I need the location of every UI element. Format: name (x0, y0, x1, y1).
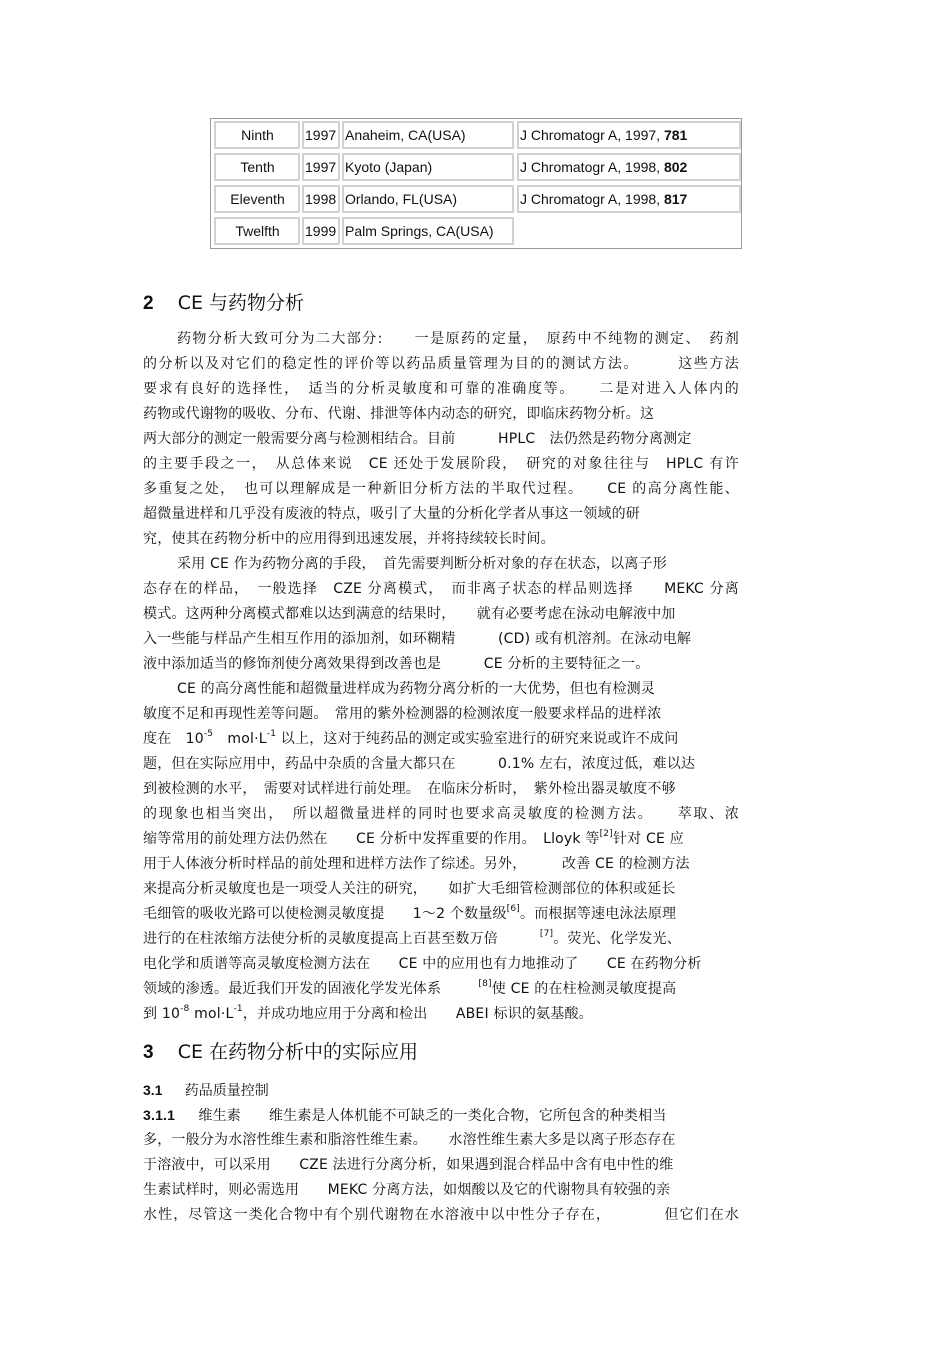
paragraph-line: 两大部分的测定一般需要分离与检测相结合。目前 HPLC 法仍然是药物分离测定 (143, 431, 692, 447)
table-cell-name: Ninth (214, 121, 300, 149)
paragraph-line: 来提高分析灵敏度也是一项受人关注的研究， 如扩大毛细管检测部位的体积或延长 (143, 881, 676, 897)
table-cell-reference (517, 185, 741, 213)
subsection-number: 3.1 (143, 1082, 163, 1098)
text-run: 。荧光、化学发光、 (553, 931, 682, 947)
table-cell-name: Twelfth (214, 217, 300, 245)
text-run: 缩等常用的前处理方法仍然在 CE 分析中发挥重要的作用。 Lloyk 等 (143, 831, 600, 847)
reference-volume: 817 (663, 191, 688, 207)
paragraph-line: 敏度不足和再现性差等问题。 常用的紫外检测器的检测浓度一般要求样品的进样浓 (143, 706, 662, 722)
text-run: 使 CE 的在柱检测灵敏度提高 (491, 981, 677, 997)
section-title: CE 在药物分析中的实际应用 (177, 1041, 419, 1063)
unit-text: ·L (220, 1006, 234, 1022)
paragraph-line: 题，但在实际应用中，药品中杂质的含量大都只在 0.1% 左右，浓度过低，难以达 (143, 756, 696, 772)
section-2-heading (143, 291, 304, 316)
paragraph-line: 超微量进样和几乎没有废液的特点，吸引了大量的分析化学者从事这一领域的研 (143, 506, 640, 522)
paragraph-line: 入一些能与样品产生相互作用的添加剂，如环糊精 (CD) 或有机溶剂。在泳动电解 (143, 631, 692, 647)
citation: [8] (478, 979, 492, 989)
table-cell-reference (517, 121, 741, 149)
paragraph-line: 的分析以及对它们的稳定性的评价等以药品质量管理为目的的测试方法。 这些方法 (143, 356, 739, 372)
table-cell-year: 1997 (302, 121, 340, 149)
text-run: ，并成功地应用于分离和检出 ABEI 标识的氨基酸。 (242, 1006, 593, 1022)
section-3-heading (143, 1040, 418, 1065)
paragraph-line (143, 979, 739, 999)
paragraph-line (143, 1004, 739, 1024)
table-cell-name: Eleventh (214, 185, 300, 213)
table-cell-location: Orlando, FL(USA) (342, 185, 514, 213)
paragraph-line: 药物分析大致可分为二大部分: 一是原药的定量， 原药中不纯物的测定、 药剂 (177, 331, 739, 347)
paragraph-line (143, 1105, 739, 1125)
reference-text: J Chromatogr A, 1997, (520, 127, 661, 143)
paragraph-line: 的主要手段之一， 从总体来说 CE 还处于发展阶段， 研究的对象往往与 HPLC 有许 (143, 456, 739, 472)
text-run: 领域的渗透。最近我们开发的固液化学发光体系 (143, 981, 442, 997)
table-cell-reference (517, 153, 741, 181)
text-run: 以上，这对于纯药品的测定或实验室进行的研究来说或许不成问 (280, 731, 679, 747)
reference-volume: 781 (663, 127, 688, 143)
unit-text: mol (194, 1006, 221, 1022)
paragraph-line: 多，一般分为水溶性维生素和脂溶性维生素。 水溶性维生素大多是以离子形态存在 (143, 1132, 676, 1148)
reference-volume: 802 (663, 159, 688, 175)
paragraph-line: 生素试样时，则必需选用 MEKC 分离方法，如烟酸以及它的代谢物具有较强的亲 (143, 1182, 671, 1198)
paragraph-line: CE 的高分离性能和超微量进样成为药物分离分析的一大优势，但也有检测灵 (177, 681, 656, 697)
unit-text: mol (213, 731, 255, 747)
subsubsection-title: 维生素 (198, 1108, 242, 1124)
paragraph-line: 用于人体液分析时样品的前处理和进样方法作了综述。另外， 改善 CE 的检测方法 (143, 856, 690, 872)
paragraph-line (143, 729, 739, 749)
citation: [7] (539, 929, 554, 939)
citation: [2] (599, 829, 613, 839)
paragraph-line: 究，使其在药物分析中的应用得到迅速发展，并将持续较长时间。 (143, 531, 555, 547)
text-run: 到 10 (143, 1006, 181, 1022)
section-title: CE 与药物分析 (177, 292, 305, 314)
table-cell-year: 1997 (302, 153, 340, 181)
text-run: 度在 10 (143, 731, 204, 747)
conference-table (210, 118, 742, 249)
table-cell-location: Palm Springs, CA(USA) (342, 217, 514, 245)
subsubsection-number: 3.1.1 (143, 1107, 176, 1123)
paragraph-line: 模式。这两种分离模式都难以达到满意的结果时， 就有必要考虑在泳动电解液中加 (143, 606, 676, 622)
paragraph-line: 药物或代谢物的吸收、分布、代谢、排泄等体内动态的研究，即临床药物分析。这 (143, 406, 655, 422)
table-cell-year: 1999 (302, 217, 340, 245)
paragraph-line: 于溶液中，可以采用 CZE 法进行分离分析，如果遇到混合样品中含有电中性的维 (143, 1157, 674, 1173)
table-cell-year: 1998 (302, 185, 340, 213)
reference-text: J Chromatogr A, 1998, (520, 191, 661, 207)
section-number: 3 (143, 1042, 154, 1063)
citation: [6] (506, 904, 521, 914)
section-number: 2 (143, 293, 154, 314)
table-cell-name: Tenth (214, 153, 300, 181)
paragraph-line: 的现象也相当突出， 所以超微量进样的同时也要求高灵敏度的检测方法。 萃取、浓 (143, 806, 739, 822)
paragraph-line (143, 829, 739, 849)
paragraph-line: 要求有良好的选择性， 适当的分析灵敏度和可靠的准确度等。 二是对进入人体内的 (143, 381, 739, 397)
subsection-title: 药品质量控制 (184, 1083, 269, 1099)
paragraph-line: 态存在的样品， 一般选择 CZE 分离模式， 而非离子状态的样品则选择 MEKC 分离 (143, 581, 739, 597)
text-run: 针对 CE 应 (612, 831, 684, 847)
text-run: 维生素是人体机能不可缺乏的一类化合物，它所包含的种类相当 (268, 1108, 667, 1124)
paragraph-line: 采用 CE 作为药物分离的手段， 首先需要判断分析对象的存在状态，以离子形 (177, 556, 667, 572)
reference-text: J Chromatogr A, 1998, (520, 159, 661, 175)
superscript: -1 (266, 729, 277, 739)
superscript: -1 (233, 1004, 243, 1014)
paragraph-line (143, 929, 739, 949)
table-cell-reference (517, 217, 741, 245)
paragraph-line: 到被检测的水平， 需要对试样进行前处理。 在临床分析时， 紫外检出器灵敏度不够 (143, 781, 676, 797)
text-run: 。而根据等速电泳法原理 (520, 906, 677, 922)
paragraph-line: 液中添加适当的修饰剂使分离效果得到改善也是 CE 分析的主要特征之一。 (143, 656, 650, 672)
text-run: 进行的在柱浓缩方法使分析的灵敏度提高上百甚至数万倍 (143, 931, 498, 947)
superscript: -8 (180, 1004, 190, 1014)
paragraph-line: 水性，尽管这一类化合物中有个别代谢物在水溶液中以中性分子存在， 但它们在水 (143, 1207, 739, 1223)
unit-text: ·L (254, 731, 267, 747)
superscript: -5 (203, 729, 214, 739)
paragraph-line: 电化学和质谱等高灵敏度检测方法在 CE 中的应用也有力地推动了 CE 在药物分析 (143, 956, 702, 972)
text-run: 毛细管的吸收光路可以使检测灵敏度提 1～2 个数量级 (143, 906, 507, 922)
paragraph-line (143, 904, 739, 924)
table-cell-location: Anaheim, CA(USA) (342, 121, 514, 149)
table-cell-location: Kyoto (Japan) (342, 153, 514, 181)
paragraph-line: 多重复之处， 也可以理解成是一种新旧分析方法的半取代过程。 CE 的高分离性能、 (143, 481, 739, 497)
subsection-heading (143, 1080, 269, 1101)
